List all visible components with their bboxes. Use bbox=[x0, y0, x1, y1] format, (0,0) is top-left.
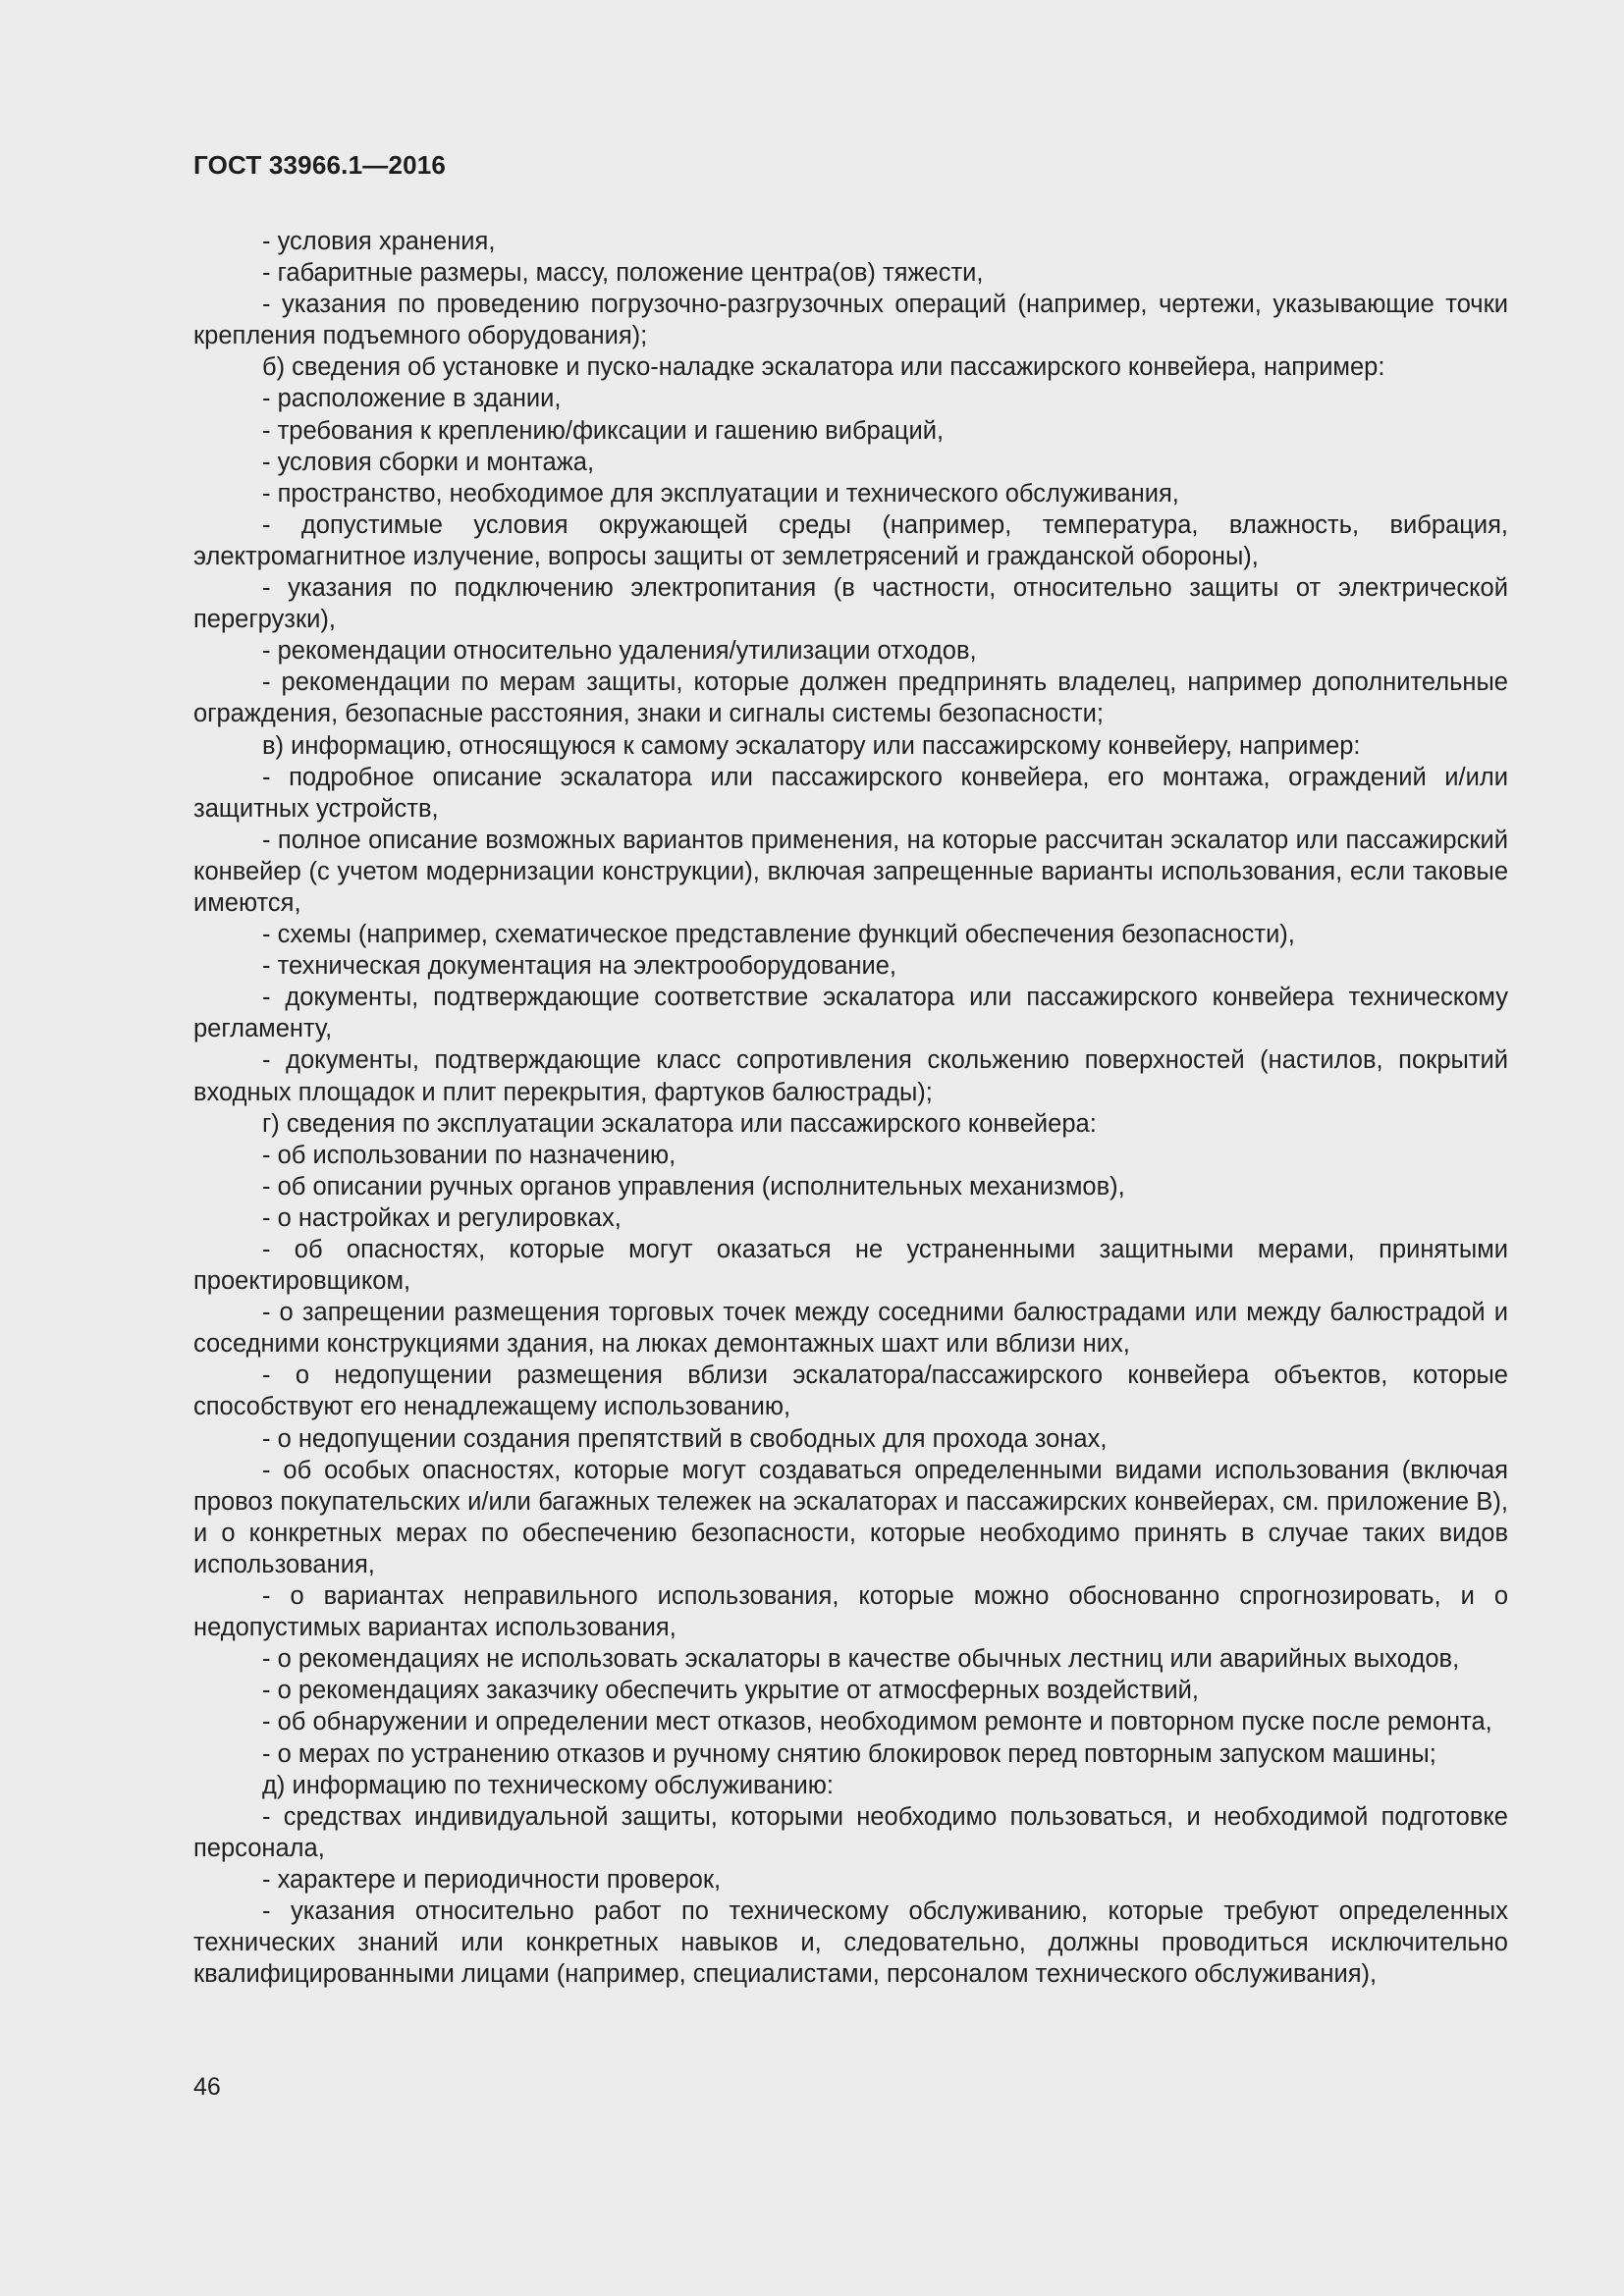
body-paragraph: - о запрещении размещения торговых точек между соседними балюстрадами или между балюстрадой и соседними конструкциями здания, на люках демонтажных шахт или вблизи них, bbox=[193, 1299, 1508, 1359]
body-paragraph: - характере и периодичности проверок, bbox=[262, 1865, 722, 1894]
body-paragraph: б) сведения об установке и пуско-наладке эскалатора или пассажирского конвейера, например: bbox=[262, 353, 1385, 382]
body-paragraph: - об обнаружении и определении мест отказов, необходимом ремонте и повторном пуске после ремонта, bbox=[262, 1708, 1492, 1736]
body-paragraph: - требования к креплению/фиксации и гашению вибраций, bbox=[262, 416, 945, 445]
body-paragraph: - рекомендации по мерам защиты, которые должен предпринять владелец, например дополнительные ограждения, безопасные расстояния, знаки и сигналы системы безопасности; bbox=[193, 668, 1508, 728]
body-paragraph: - рекомендации относительно удаления/утилизации отходов, bbox=[262, 637, 977, 666]
body-paragraph: - о недопущении создания препятствий в свободных для прохода зонах, bbox=[262, 1424, 1108, 1453]
body-paragraph: - об описании ручных органов управления (исполнительных механизмов), bbox=[262, 1172, 1125, 1201]
body-paragraph: - о рекомендациях не использовать эскалаторы в качестве обычных лестниц или аварийных выходов, bbox=[262, 1645, 1460, 1674]
body-paragraph: - техническая документация на электрооборудование, bbox=[262, 952, 896, 981]
body-paragraph: - условия сборки и монтажа, bbox=[262, 448, 595, 476]
body-paragraph: - о вариантах неправильного использования, которые можно обоснованно спрогнозировать, и о недопустимых вариантах использования, bbox=[193, 1582, 1508, 1642]
body-paragraph: - указания относительно работ по техническому обслуживанию, которые требуют определенных технических знаний или конкретных навыков и, следовательно, должны проводиться исключительно квалифицированными лицами (например, специалистами, персоналом технического обслуживания), bbox=[193, 1896, 1508, 1989]
document-body bbox=[193, 226, 1508, 1990]
body-paragraph: - указания по проведению погрузочно-разгрузочных операций (например, чертежи, указывающие точки крепления подъемного оборудования); bbox=[193, 291, 1508, 350]
body-paragraph: - схемы (например, схематическое представление функций обеспечения безопасности), bbox=[262, 921, 1295, 949]
body-paragraph: г) сведения по эксплуатации эскалатора или пассажирского конвейера: bbox=[262, 1109, 1097, 1138]
body-paragraph: - условия хранения, bbox=[262, 228, 496, 255]
body-paragraph: - документы, подтверждающие соответствие эскалатора или пассажирского конвейера техническому регламенту, bbox=[193, 984, 1508, 1043]
body-paragraph: - средствах индивидуальной защиты, которыми необходимо пользоваться, и необходимой подготовке персонала, bbox=[193, 1802, 1508, 1862]
body-paragraph: - указания по подключению электропитания (в частности, относительно защиты от электрической перегрузки), bbox=[193, 574, 1508, 634]
body-paragraph: - о настройках и регулировках, bbox=[262, 1203, 622, 1232]
body-paragraph: - об особых опасностях, которые могут создаваться определенными видами использования (включая провоз покупательских и/или багажных тележек на эскалаторах и пассажирских конвейерах, см. приложение В), и о конкретных мерах по обеспечению безопасности, которые необходимо принять в случае таких видов использования, bbox=[193, 1456, 1508, 1578]
body-paragraph: - о мерах по устранению отказов и ручному снятию блокировок перед повторным запуском машины; bbox=[262, 1739, 1436, 1768]
body-paragraph: - об использовании по назначению, bbox=[262, 1141, 677, 1169]
body-paragraph: в) информацию, относящуюся к самому эскалатору или пассажирскому конвейеру, например: bbox=[262, 731, 1361, 760]
body-paragraph: - документы, подтверждающие класс сопротивления скольжению поверхностей (настилов, покрытий входных площадок и плит перекрытия, фартуков балюстрады); bbox=[193, 1046, 1508, 1106]
body-paragraph: - пространство, необходимое для эксплуатации и технического обслуживания, bbox=[262, 479, 1179, 507]
body-paragraph: - об опасностях, которые могут оказаться не устраненными защитными мерами, принятыми проектировщиком, bbox=[193, 1236, 1508, 1296]
body-paragraph: - подробное описание эскалатора или пассажирского конвейера, его монтажа, ограждений и/или защитных устройств, bbox=[193, 763, 1508, 823]
body-paragraph: - о рекомендациях заказчику обеспечить укрытие от атмосферных воздействий, bbox=[262, 1677, 1199, 1705]
body-paragraph: - габаритные размеры, массу, положение центра(ов) тяжести, bbox=[262, 259, 984, 288]
body-paragraph: - о недопущении размещения вблизи эскалатора/пассажирского конвейера объектов, которые способствуют его ненадлежащему использованию, bbox=[193, 1362, 1508, 1421]
body-paragraph: - допустимые условия окружающей среды (например, температура, влажность, вибрация, электромагнитное излучение, вопросы защиты от землетрясений и гражданской обороны), bbox=[193, 510, 1508, 570]
body-paragraph: д) информацию по техническому обслуживанию: bbox=[262, 1771, 835, 1799]
document-header: ГОСТ 33966.1—2016 bbox=[193, 150, 447, 180]
body-paragraph: - полное описание возможных вариантов применения, на которые рассчитан эскалатор или пассажирский конвейер (с учетом модернизации конструкции), включая запрещенные варианты использования, если таковые имеются, bbox=[193, 826, 1508, 917]
body-paragraph: - расположение в здании, bbox=[262, 385, 562, 413]
page-number: 46 bbox=[193, 2073, 221, 2101]
